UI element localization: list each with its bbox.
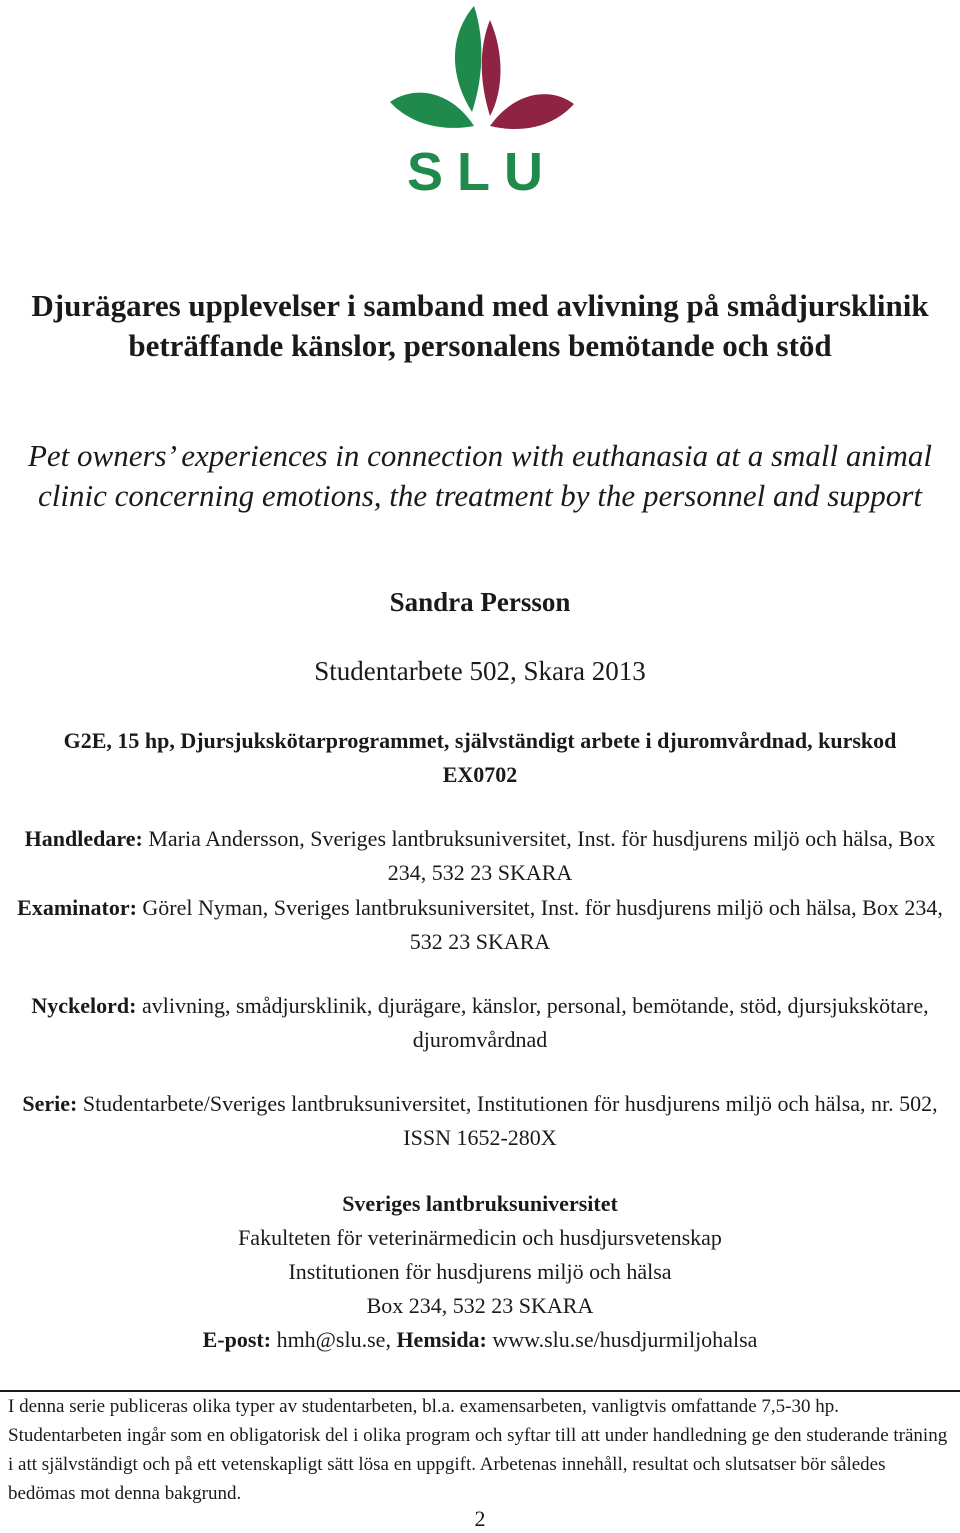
- supervisor-label: Handledare:: [24, 826, 143, 851]
- slu-logo: [386, 2, 578, 200]
- department-name: Institutionen för husdjurens miljö och hälsa: [288, 1259, 672, 1284]
- supervisor-text: Maria Andersson, Sveriges lantbruksuniversitet, Inst. för husdjurens miljö och hälsa, Box 234, 532 23 SKARA: [142, 826, 936, 885]
- keywords-label: Nyckelord:: [31, 993, 137, 1018]
- slu-logo-graphic: [386, 2, 578, 200]
- examiner-label: Examinator:: [17, 895, 137, 920]
- page-number: 2: [474, 1506, 486, 1531]
- email-link[interactable]: hmh@slu.se: [271, 1327, 386, 1352]
- university-name: Sveriges lantbruksuniversitet: [342, 1191, 618, 1216]
- contact-line: [10, 1323, 950, 1357]
- author-name: Sandra Persson: [389, 587, 571, 617]
- series-text: Studentarbete/Sveriges lantbruksuniversitet, Institutionen för husdjurens miljö och hälsa, nr. 502, ISSN 1652-280X: [77, 1091, 938, 1150]
- course-info: G2E, 15 hp, Djursjukskötarprogrammet, självständigt arbete i djuromvårdnad, kurskod EX0702: [63, 728, 897, 787]
- series-footnote: I denna serie publiceras olika typer av studentarbeten, bl.a. examensarbeten, vanligtvis omfattande 7,5-30 hp. Studentarbeten ingår som en obligatorisk del i olika program och syftar till att under handledning ge den studerande träning i att självständigt och på ett vetenskapligt sätt lösa en uppgift. Arbetenas innehåll, resultat och slutsatser bör således bedömas mot denna bakgrund.: [8, 1396, 948, 1504]
- keywords-text: avlivning, smådjursklinik, djurägare, känslor, personal, bemötande, stöd, djursjukskötare, djuromvårdnad: [136, 993, 929, 1052]
- logo-leaf-green-lower: [390, 93, 474, 128]
- web-link[interactable]: www.slu.se/husdjurmiljohalsa: [486, 1327, 758, 1352]
- faculty-name: Fakulteten för veterinärmedicin och husdjursvetenskap: [238, 1225, 722, 1250]
- logo-text: SLU: [407, 142, 557, 200]
- work-info: Studentarbete 502, Skara 2013: [314, 656, 646, 686]
- contact-separator: ,: [385, 1327, 397, 1352]
- series-block: [0, 1087, 960, 1155]
- examiner-text: Görel Nyman, Sveriges lantbruksuniversitet, Inst. för husdjurens miljö och hälsa, Box 234, 532 23 SKARA: [136, 895, 943, 954]
- logo-leaf-green-upper: [455, 6, 481, 112]
- email-label: E-post:: [202, 1327, 272, 1352]
- examiner-block: [0, 891, 960, 959]
- logo-leaf-burgundy-upper: [482, 20, 501, 116]
- logo-leaf-burgundy-lower: [490, 94, 574, 129]
- title-english: Pet owners’ experiences in connection with euthanasia at a small animal clinic concerning emotions, the treatment by the personnel and support: [27, 438, 933, 513]
- supervisor-block: [0, 822, 960, 890]
- title-swedish: Djurägares upplevelser i samband med avlivning på smådjursklinik beträffande känslor, personalens bemötande och stöd: [31, 288, 929, 363]
- keywords-block: [0, 989, 960, 1057]
- web-label: Hemsida:: [396, 1327, 487, 1352]
- university-address: Box 234, 532 23 SKARA: [366, 1293, 594, 1318]
- series-label: Serie:: [22, 1091, 78, 1116]
- university-block: [0, 1187, 960, 1357]
